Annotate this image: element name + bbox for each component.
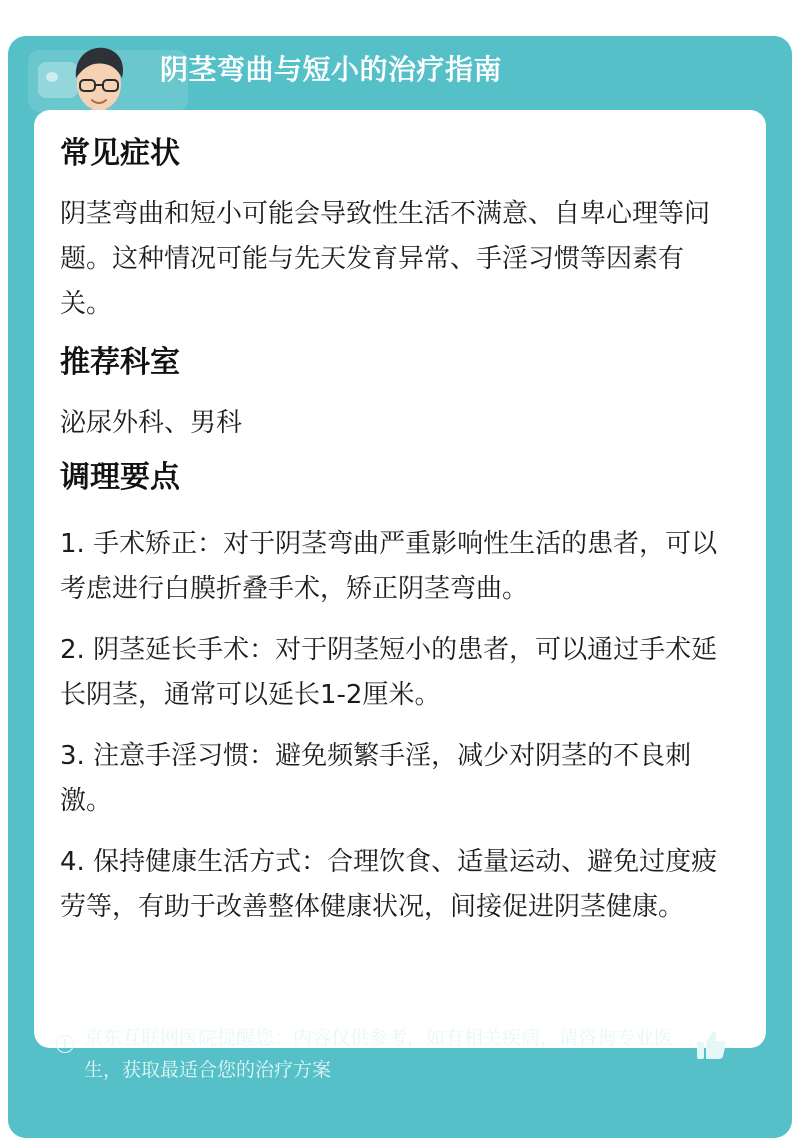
guide-panel — [8, 36, 792, 1138]
page-title: 阴茎弯曲与短小的治疗指南 — [160, 53, 503, 86]
department-heading: 推荐科室 — [60, 345, 180, 380]
care-item: 2. 阴茎延长手术：对于阴茎短小的患者，可以通过手术延长阴茎，通常可以延长1-2厘米。 — [60, 635, 718, 710]
care-heading: 调理要点 — [60, 460, 180, 495]
care-item: 3. 注意手淫习惯：避免频繁手淫，减少对阴茎的不良刺激。 — [60, 741, 692, 816]
care-item: 4. 保持健康生活方式：合理饮食、适量运动、避免过度疲劳等，有助于改善整体健康状况，间接促进阴茎健康。 — [60, 847, 718, 922]
content-card — [34, 110, 766, 1048]
info-icon: ! — [56, 1035, 74, 1053]
thumbs-up-icon[interactable] — [694, 1028, 728, 1062]
symptoms-heading: 常见症状 — [60, 136, 180, 171]
care-item: 1. 手术矫正：对于阴茎弯曲严重影响性生活的患者，可以考虑进行白膜折叠手术，矫正阴茎弯曲。 — [60, 529, 718, 604]
department-text: 泌尿外科、男科 — [60, 408, 243, 438]
disclaimer-text: 京东互联网医院提醒您：内容仅供参考，如有相关疾病，请咨询专业医生，获取最适合您的治疗方案 — [84, 1027, 674, 1081]
symptoms-text: 阴茎弯曲和短小可能会导致性生活不满意、自卑心理等问题。这种情况可能与先天发育异常、手淫习惯等因素有关。 — [60, 199, 711, 319]
